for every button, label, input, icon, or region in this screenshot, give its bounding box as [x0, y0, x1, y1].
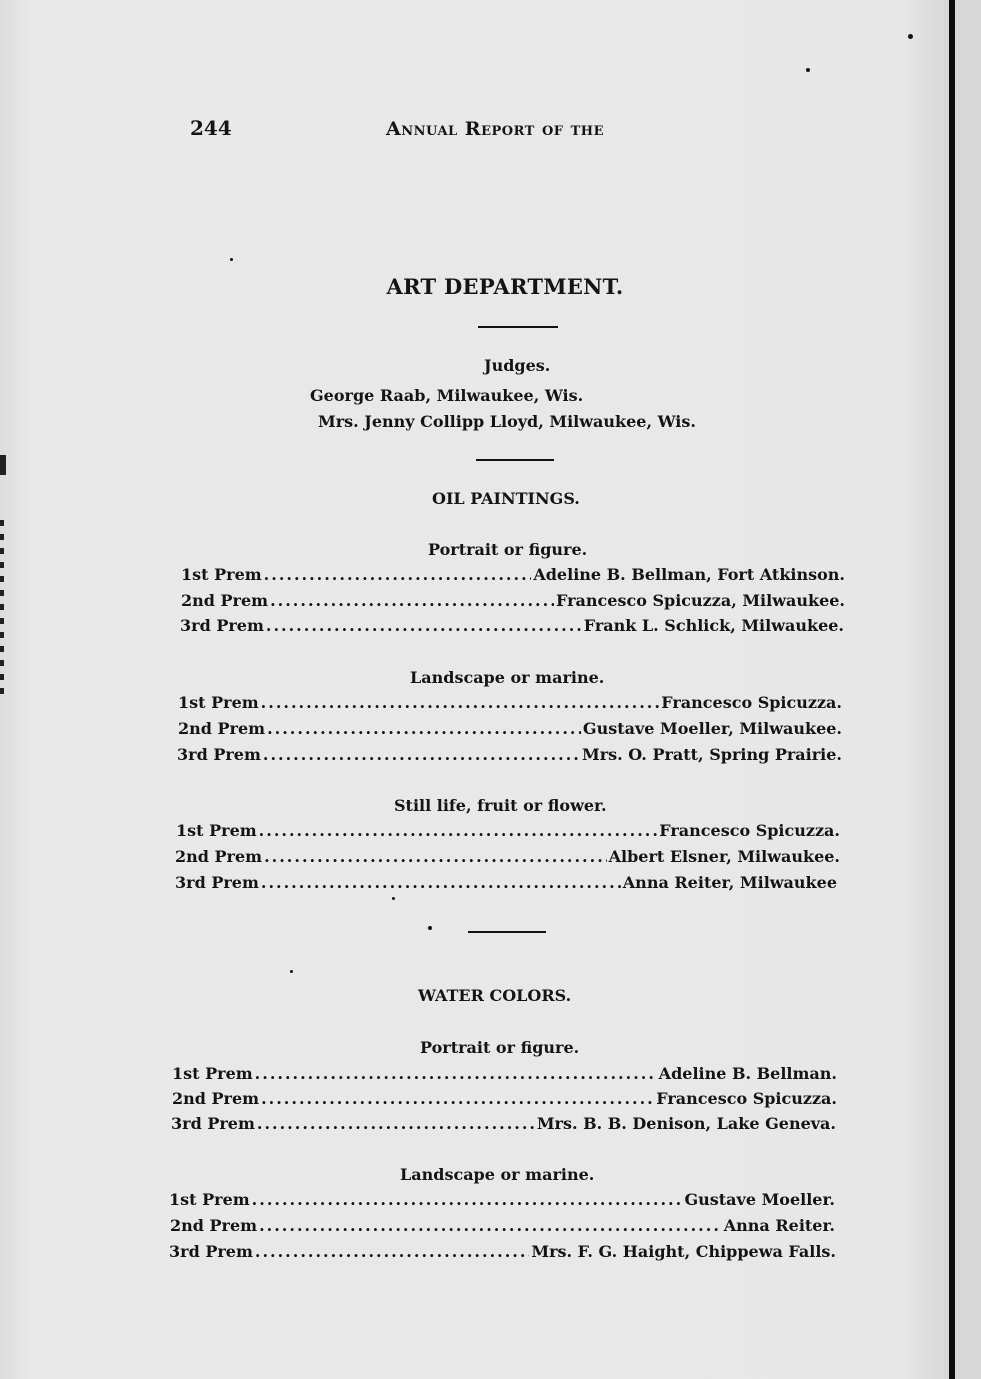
award-place: 1st Prem	[172, 1064, 253, 1083]
award-place: 3rd Prem	[177, 745, 261, 764]
award-entry	[177, 745, 842, 767]
award-entry	[169, 1190, 835, 1212]
award-entry	[169, 1242, 836, 1264]
award-place: 3rd Prem	[169, 1242, 253, 1261]
category-title: Landscape or marine.	[400, 1165, 595, 1184]
award-entry	[178, 693, 842, 715]
award-entry	[171, 1114, 836, 1136]
category-title: Landscape or marine.	[410, 668, 605, 687]
section-title-oil-paintings: OIL PAINTINGS.	[432, 489, 580, 508]
award-winner: Mrs. F. G. Haight, Chippewa Falls.	[531, 1242, 836, 1261]
award-winner: Francesco Spicuzza.	[661, 693, 842, 712]
leader-dots	[270, 591, 554, 610]
scan-artifact	[0, 455, 6, 475]
leader-dots	[261, 1089, 654, 1108]
award-winner: Albert Elsner, Milwaukee.	[608, 847, 840, 866]
scan-speck	[290, 970, 293, 973]
scan-artifact	[0, 520, 4, 695]
section-title-water-colors: WATER COLORS.	[418, 986, 572, 1005]
scan-speck	[392, 897, 395, 900]
award-entry	[172, 1089, 837, 1111]
award-entry	[175, 873, 837, 895]
award-place: 2nd Prem	[172, 1089, 260, 1108]
award-winner: Adeline B. Bellman, Fort Atkinson.	[533, 565, 845, 584]
award-entry	[176, 821, 840, 843]
award-place: 3rd Prem	[175, 873, 259, 892]
leader-dots	[261, 873, 621, 892]
award-winner: Francesco Spicuzza.	[656, 1089, 837, 1108]
leader-dots	[261, 693, 660, 712]
leader-dots	[263, 745, 580, 764]
award-winner: Francesco Spicuzza, Milwaukee.	[556, 591, 845, 610]
leader-dots	[266, 616, 582, 635]
scan-speck	[230, 258, 233, 261]
category-title: Portrait or figure.	[420, 1038, 580, 1057]
divider	[476, 459, 554, 461]
leader-dots	[252, 1190, 683, 1209]
scan-speck	[908, 34, 913, 39]
category-title: Portrait or figure.	[428, 540, 588, 559]
leader-dots	[259, 1216, 722, 1235]
page-header	[0, 116, 981, 146]
award-place: 2nd Prem	[170, 1216, 258, 1235]
award-entry	[170, 1216, 835, 1238]
award-winner: Anna Reiter, Milwaukee	[622, 873, 837, 892]
leader-dots	[267, 719, 581, 738]
department-title: ART DEPARTMENT.	[386, 274, 624, 299]
award-place: 1st Prem	[178, 693, 259, 712]
award-place: 1st Prem	[169, 1190, 250, 1209]
award-entry	[181, 565, 845, 587]
leader-dots	[257, 1114, 535, 1133]
page-binding-edge	[944, 0, 981, 1379]
award-winner: Adeline B. Bellman.	[658, 1064, 837, 1083]
award-place: 2nd Prem	[175, 847, 263, 866]
scan-speck	[806, 68, 810, 72]
award-place: 2nd Prem	[178, 719, 266, 738]
award-entry	[178, 719, 842, 741]
award-winner: Mrs. O. Pratt, Spring Prairie.	[582, 745, 842, 764]
scan-speck	[428, 926, 432, 930]
leader-dots	[264, 565, 532, 584]
divider	[478, 326, 558, 328]
award-winner: Gustave Moeller.	[684, 1190, 835, 1209]
award-place: 1st Prem	[181, 565, 262, 584]
binding-shadow	[949, 0, 955, 1379]
award-entry	[180, 616, 844, 638]
award-place: 3rd Prem	[171, 1114, 255, 1133]
award-winner: Mrs. B. B. Denison, Lake Geneva.	[536, 1114, 836, 1133]
category-title: Still life, fruit or flower.	[394, 796, 607, 815]
award-entry	[172, 1064, 837, 1086]
award-winner: Gustave Moeller, Milwaukee.	[582, 719, 842, 738]
leader-dots	[264, 847, 607, 866]
award-entry	[175, 847, 840, 869]
award-place: 1st Prem	[176, 821, 257, 840]
award-place: 3rd Prem	[180, 616, 264, 635]
award-winner: Frank L. Schlick, Milwaukee.	[583, 616, 844, 635]
judge-name: George Raab, Milwaukee, Wis.	[310, 386, 584, 405]
page-number: 244	[190, 116, 232, 140]
judge-name: Mrs. Jenny Collipp Lloyd, Milwaukee, Wis.	[318, 412, 696, 431]
leader-dots	[255, 1242, 529, 1261]
running-head: Annual Report of the	[386, 118, 604, 140]
divider	[468, 931, 546, 933]
award-winner: Anna Reiter.	[723, 1216, 835, 1235]
award-place: 2nd Prem	[181, 591, 269, 610]
leader-dots	[255, 1064, 657, 1083]
leader-dots	[259, 821, 658, 840]
award-entry	[181, 591, 845, 613]
judges-heading: Judges.	[484, 356, 551, 375]
award-winner: Francesco Spicuzza.	[659, 821, 840, 840]
